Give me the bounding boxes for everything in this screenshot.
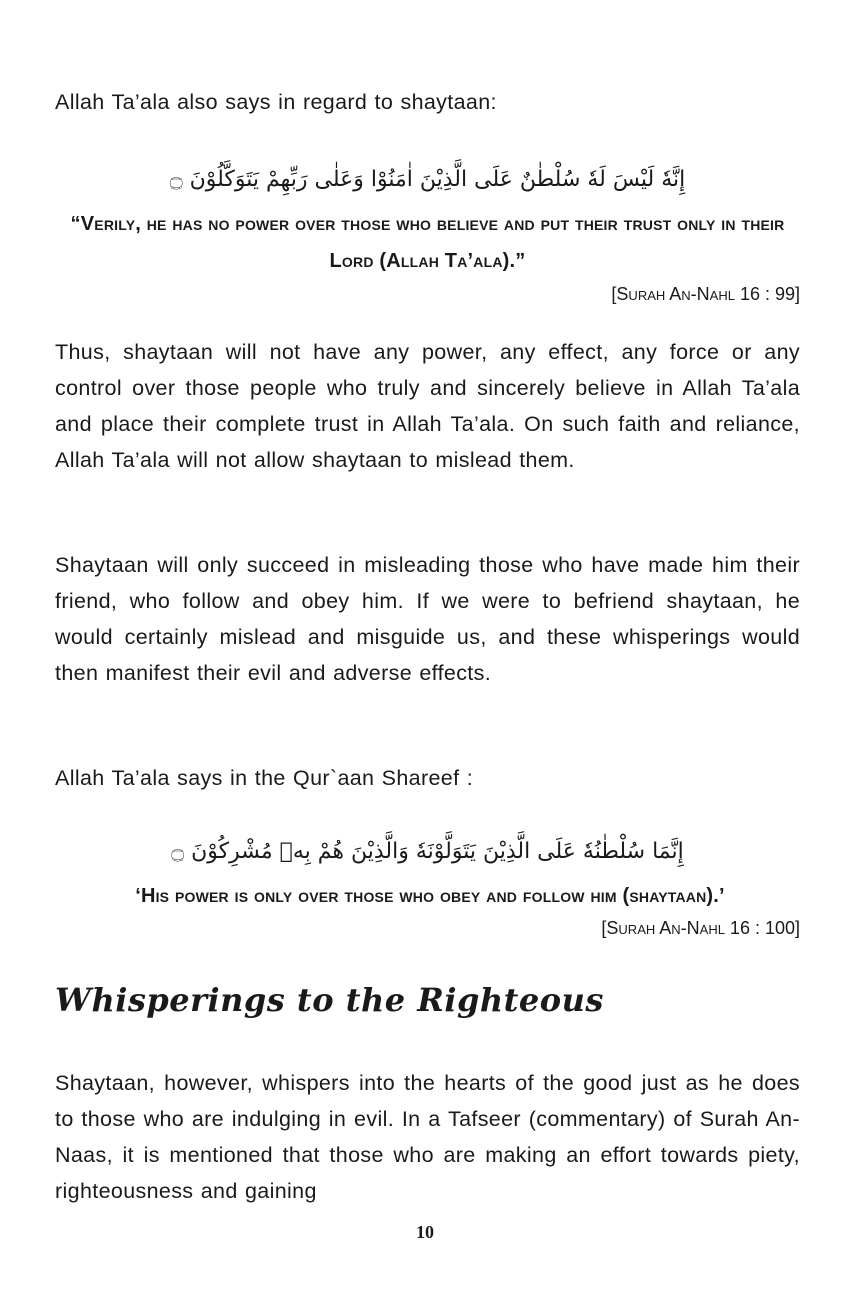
intro-paragraph-1: Allah Ta’ala also says in regard to shaytaan:: [55, 90, 497, 114]
verse-reference-1: [Surah An-Nahl 16 : 99]: [611, 284, 800, 304]
arabic-verse-1: إِنَّهٗ لَيْسَ لَهٗ سُلْطٰنٌ عَلَى الَّذِيْنَ اٰمَنُوْا وَعَلٰى رَبِّهِمْ يَتَوَكَّلُوْنَ ۝: [169, 167, 686, 192]
page-number: 10: [416, 1222, 434, 1242]
verse-reference-2: [Surah An-Nahl 16 : 100]: [601, 918, 800, 938]
section-heading: Whisperings to the Righteous: [55, 981, 604, 1019]
paragraph-whispers-righteous: Shaytaan, however, whispers into the hearts of the good just as he does to those who are indulging in evil. In a Tafseer (commentary) of Surah An-Naas, it is mentioned that those who are making an effort towards piety, righteousness and gaining: [55, 1071, 800, 1203]
paragraph-shaytaan-success: Shaytaan will only succeed in misleading those who have made him their friend, who follow and obey him. If we were to befriend shaytaan, he would certainly mislead and misguide us, and these whisperings would then manifest their evil and adverse effects.: [55, 553, 800, 685]
verse-translation-2: ‘His power is only over those who obey and follow him (shaytaan).’: [135, 885, 725, 907]
arabic-verse-2: إِنَّمَا سُلْطٰنُهٗ عَلَى الَّذِيْنَ يَتَوَلَّوْنَهٗ وَالَّذِيْنَ هُمْ بِهٖ مُشْرِكُوْنَ ۝: [171, 839, 684, 864]
intro-paragraph-2: Allah Ta’ala says in the Qur`aan Shareef :: [55, 766, 474, 790]
paragraph-thus: Thus, shaytaan will not have any power, any effect, any force or any control over those people who truly and sincerely believe in Allah Ta’ala and place their complete trust in Allah Ta’ala. On such faith and reliance, Allah Ta’ala will not allow shaytaan to mislead them.: [55, 340, 800, 472]
verse-translation-1: “Verily, he has no power over those who believe and put their trust only in their Lord (Allah Ta’ala).”: [70, 213, 785, 272]
